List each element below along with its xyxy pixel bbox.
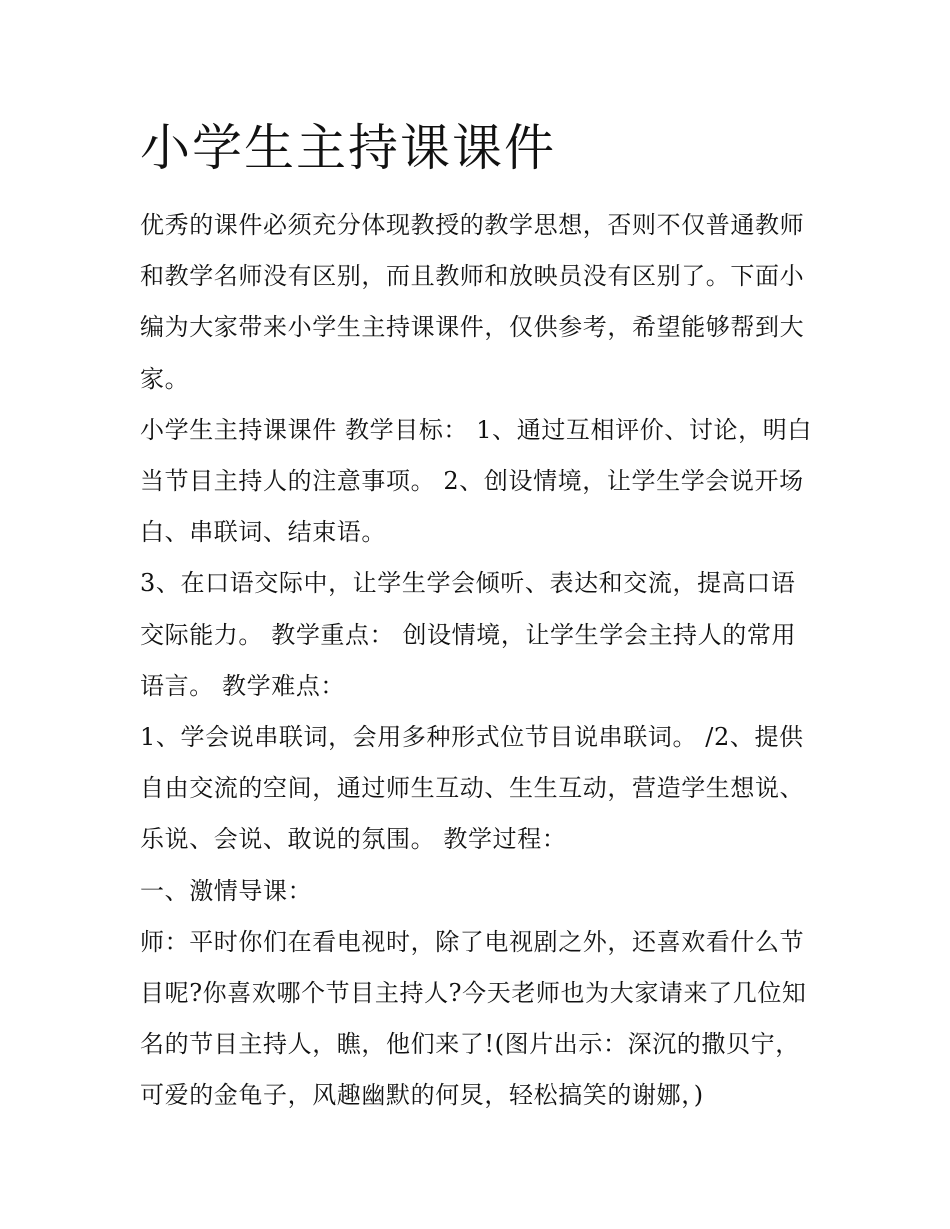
paragraph-intro: 优秀的课件必须充分体现教授的教学思想，否则不仅普通教师和教学名师没有区别，而且教师和放映员没有区别了。下面小编为大家带来小学生主持课课件，仅供参考，希望能够帮到大家。 bbox=[140, 211, 805, 393]
paragraph-teacher-dialogue: 师：平时你们在看电视时，除了电视剧之外，还喜欢看什么节目呢?你喜欢哪个节目主持人?今天老师也为大家请来了几位知名的节目主持人，瞧，他们来了!(图片出示：深沉的撒贝宁，可爱的金龟子，风趣幽默的何炅，轻松搞笑的谢娜，) bbox=[140, 927, 807, 1110]
paragraph-key-points: 3、在口语交际中，让学生学会倾听、表达和交流，提高口语交际能力。 教学重点： 创设情境，让学生学会主持人的常用语言。 教学难点： bbox=[140, 569, 797, 700]
document-body bbox=[140, 200, 820, 1122]
document-page bbox=[140, 112, 820, 1122]
paragraph-section-heading: 一、激情导课： bbox=[140, 876, 313, 905]
paragraph-teaching-goals: 小学生主持课课件 教学目标： 1、通过互相评价、讨论，明白当节目主持人的注意事项。 2、创设情境，让学生学会说开场白、串联词、结束语。 bbox=[140, 415, 812, 547]
paragraph-difficulties: 1、学会说串联词，会用多种形式位节目说串联词。 /2、提供自由交流的空间，通过师生互动、生生互动，营造学生想说、乐说、会说、敢说的氛围。 教学过程： bbox=[140, 723, 805, 854]
document-title: 小学生主持课课件 bbox=[140, 119, 556, 177]
